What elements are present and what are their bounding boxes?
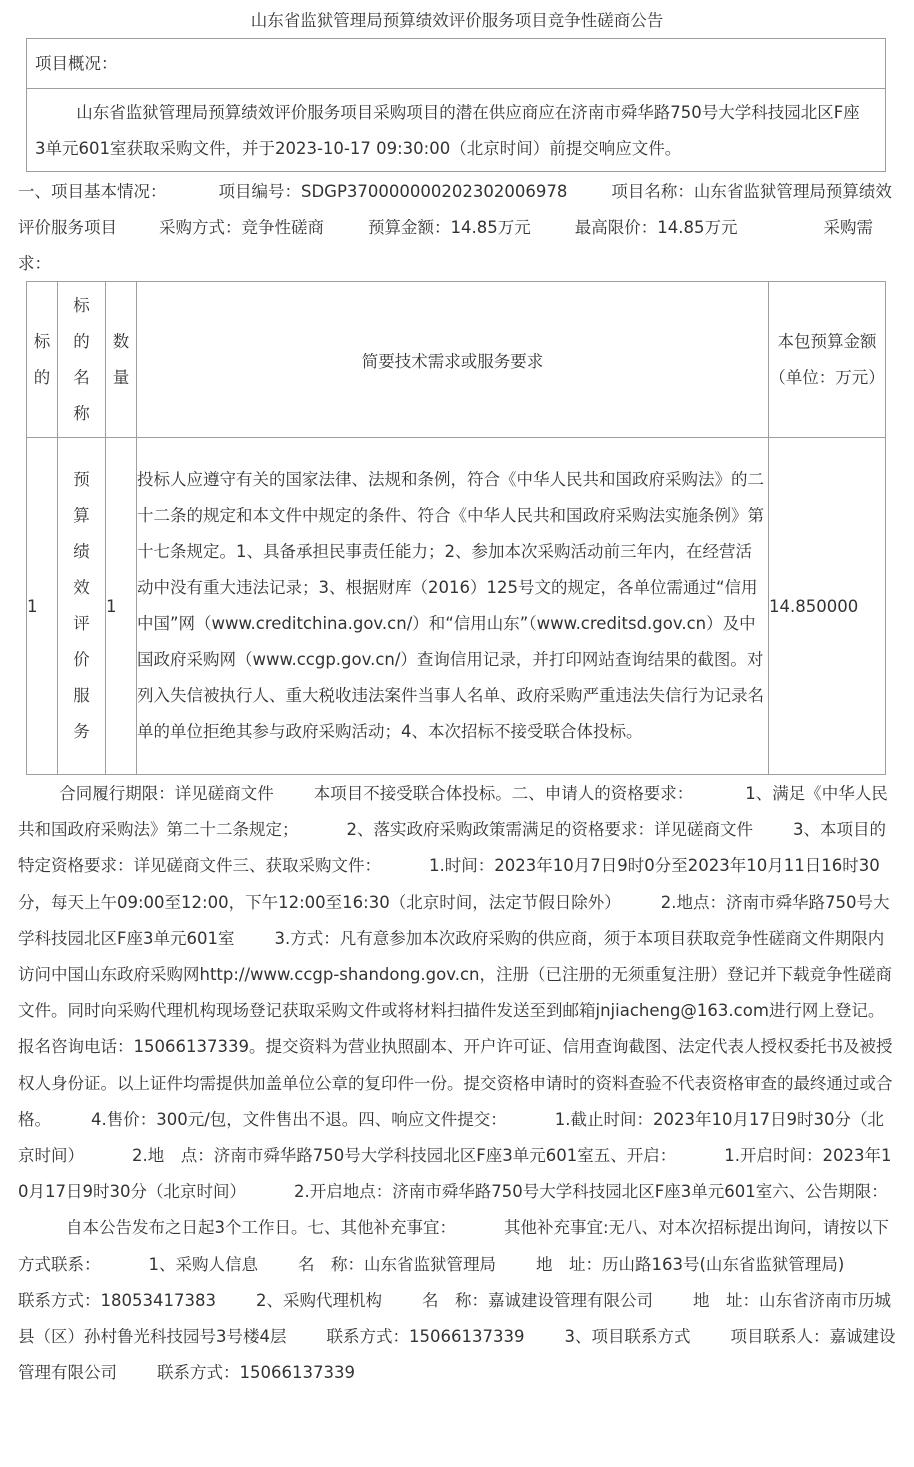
purchaser-heading: 1、采购人信息: [148, 1254, 258, 1274]
procurement-method: 采购方式：竞争性磋商: [159, 218, 324, 238]
row-name: 预算绩效评价服务: [58, 438, 106, 775]
contract-period: 合同履行期限：详见磋商文件: [59, 784, 274, 803]
purchaser-address: 地 址：历山路163号(山东省监狱管理局): [536, 1254, 845, 1274]
announcement-body: [18, 776, 896, 1391]
obtain-method: 3.方式：凡有意参加本次政府采购的供应商，须于本项目获取竞争性磋商文件期限内访问中国山东政府采购网http://www.ccgp-shandong.gov.cn，注册（已注册的无须重复注册）登记并下载竞争性磋商文件。同时向采购代理机构现场登记获取采购文件或将材料扫描件发送至到邮箱jnjiacheng@163.com进行网上登记。报名咨询电话：15066137339。提交资料为营业执照副本、开户许可证、信用查询截图、法定代表人授权委托书及被授权人身份证。以上证件均需提供加盖单位公章的复印件一份。提交资格申请时的资料查验不代表资格审查的最终通过或合格。: [18, 928, 893, 1129]
open-time: 1.开启时间：2023年10月17日9时30分（北京时间）: [18, 1146, 892, 1202]
overview-text: 山东省监狱管理局预算绩效评价服务项目采购项目的潜在供应商应在济南市舜华路750号大学科技园北区F座3单元601室获取采购文件，并于2023-10-17 09:30:00（北京时间）前提交响应文件。: [35, 103, 860, 158]
agency-address: 地 址：山东省济南市历城县（区）孙村鲁光科技园号3号楼4层: [18, 1290, 891, 1347]
row-amount: 14.850000: [769, 438, 886, 775]
row-no: 1: [27, 438, 58, 775]
project-name: 项目名称：山东省监狱管理局预算绩效评价服务项目: [18, 182, 892, 238]
announce-period: 自本公告发布之日起3个工作日。七、其他补充事宜：: [66, 1218, 456, 1238]
header-item-no: 标的: [27, 282, 58, 438]
purchaser-name: 名 称：山东省监狱管理局: [298, 1254, 496, 1274]
deadline: 1.截止时间：2023年10月17日9时30分（北京时间）: [18, 1109, 885, 1166]
obtain-place: 2.地点：济南市舜华路750号大学科技园北区F座3单元601室: [18, 892, 890, 948]
demand-label: 采购需求：: [18, 218, 873, 274]
other-matters: 其他补充事宜:无八、对本次招标提出询问，请按以下方式联系：: [18, 1218, 890, 1274]
agency-heading: 2、采购代理机构: [255, 1290, 382, 1310]
header-budget-amount: 本包预算金额（单位：万元）: [769, 282, 886, 438]
row-requirement: 投标人应遵守有关的国家法律、法规和条例，符合《中华人民共和国政府采购法》的二十二条的规定和本文件中规定的条件、符合《中华人民共和国政府采购法实施条例》第十七条规定。1、具备承担民事责任能力；2、参加本次采购活动前三年内，在经营活动中没有重大违法记录；3、根据财库（2016）125号文的规定，各单位需通过“信用中国”网（www.creditchina.gov.cn/）和“信用山东”（www.creditsd.gov.cn）及中国政府采购网（www.ccgp.gov.cn/）查询信用记录，并打印网站查询结果的截图。对列入失信被执行人、重大税收违法案件当事人名单、政府采购严重违法失信行为记录名单的单位拒绝其参与政府采购活动；4、本次招标不接受联合体投标。: [137, 438, 769, 775]
agency-name: 名 称：嘉诚建设管理有限公司: [421, 1290, 653, 1310]
overview-box: [26, 38, 886, 172]
qualification-3: 3、本项目的特定资格要求：详见磋商文件三、获取采购文件：: [18, 820, 886, 876]
page-title: 山东省监狱管理局预算绩效评价服务项目竞争性磋商公告: [250, 11, 664, 30]
qualification-heading: 本项目不接受联合体投标。二、申请人的资格要求：: [313, 784, 694, 803]
section-basic: 一、项目基本情况：: [18, 182, 167, 201]
project-contact-person: 项目联系人：嘉诚建设管理有限公司: [18, 1327, 896, 1383]
header-requirement: 简要技术需求或服务要求: [137, 282, 769, 438]
basic-info: [18, 174, 896, 283]
table-row: [27, 438, 886, 775]
row-qty: 1: [106, 438, 137, 775]
budget-amount: 预算金额：14.85万元: [368, 218, 531, 238]
requirements-table: [26, 281, 886, 775]
price-info: 4.售价：300元/包，文件售出不退。四、响应文件提交：: [91, 1109, 507, 1129]
project-contact-heading: 3、项目联系方式: [564, 1327, 691, 1347]
header-item-name: 标的名称: [58, 282, 106, 438]
project-contact-phone: 联系方式：15066137339: [157, 1363, 355, 1383]
submit-place: 2.地 点：济南市舜华路750号大学科技园北区F座3单元601室五、开启：: [132, 1146, 677, 1166]
table-header-row: [27, 282, 886, 438]
open-place: 2.开启地点：济南市舜华路750号大学科技园北区F座3单元601室六、公告期限：: [294, 1182, 888, 1202]
header-quantity: 数量: [106, 282, 137, 438]
qualification-1: 1、满足《中华人民共和国政府采购法》第二十二条规定；: [18, 784, 888, 840]
max-price: 最高限价：14.85万元: [574, 218, 738, 238]
agency-contact: 联系方式：15066137339: [326, 1327, 525, 1347]
obtain-time: 1.时间：2023年10月7日9时0分至2023年10月11日16时30分，每天上午09:00至12:00，下午12:00至16:30（北京时间，法定节假日除外）: [18, 856, 880, 912]
overview-heading: 项目概况：: [27, 39, 885, 89]
purchaser-contact: 联系方式：18053417383: [18, 1290, 216, 1310]
qualification-2: 2、落实政府采购政策需满足的资格要求：详见磋商文件: [346, 820, 753, 840]
project-no: 项目编号：SDGP370000000202302006978: [218, 182, 568, 201]
